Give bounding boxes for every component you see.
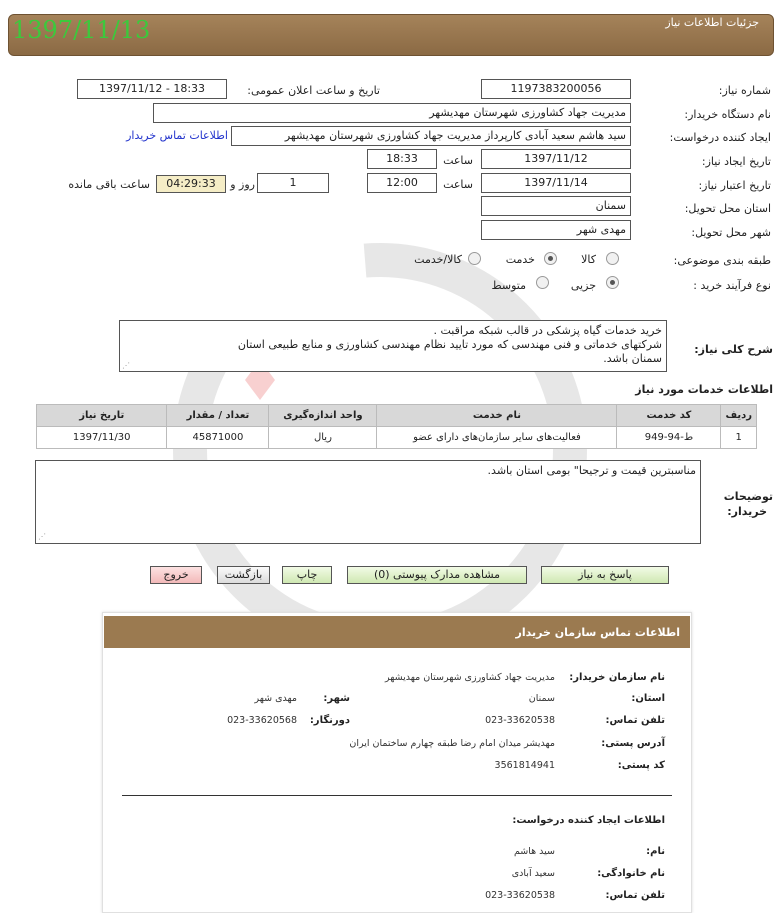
process-minor-label: جزیی: [570, 279, 596, 292]
col-code: کد خدمت: [617, 405, 721, 427]
need-number-field[interactable]: 1197383200056: [481, 79, 631, 99]
print-button[interactable]: چاپ: [282, 566, 332, 584]
attachments-button[interactable]: مشاهده مدارک پیوستی (0): [347, 566, 527, 584]
valid-time-label: ساعت: [443, 178, 473, 191]
col-unit: واحد اندازه‌گیری: [269, 405, 377, 427]
created-date-field[interactable]: 1397/11/12: [481, 149, 631, 169]
contact-fax-value: 023-33620568: [227, 715, 297, 726]
category-service-label: خدمت: [505, 253, 535, 266]
summary-textarea[interactable]: [119, 320, 667, 372]
cell-code: ط-94-949: [617, 427, 721, 449]
exit-button[interactable]: خروج: [150, 566, 202, 584]
contact-org-value: مدیریت جهاد کشاورزی شهرستان مهدیشهر: [385, 672, 555, 683]
contact-divider: [122, 795, 672, 796]
creator-family-value: سعید آبادی: [511, 868, 555, 879]
contact-buyer-link[interactable]: اطلاعات تماس خریدار: [126, 129, 228, 142]
city-label: شهر محل تحویل:: [691, 226, 771, 239]
notes-textarea[interactable]: [35, 460, 701, 544]
process-medium-label: متوسط: [491, 279, 526, 292]
contact-header: [104, 616, 690, 648]
watermark-logo: [160, 230, 600, 670]
contact-org-label: نام سازمان خریدار:: [569, 672, 665, 683]
creator-family-label: نام خانوادگی:: [597, 868, 665, 879]
cell-name: فعالیت‌های سایر سازمان‌های دارای عضو: [377, 427, 617, 449]
notes-label-line2: خریدار:: [727, 505, 767, 518]
created-date-label: تاریخ ایجاد نیاز:: [701, 155, 771, 168]
process-label: نوع فرآیند خرید :: [693, 279, 771, 292]
category-goods-label: کالا: [581, 253, 596, 266]
buyer-org-label: نام دستگاه خریدار:: [684, 108, 771, 121]
category-radio-goods-service[interactable]: [468, 252, 481, 265]
col-date: تاریخ نیاز: [37, 405, 167, 427]
city-field[interactable]: مهدی شهر: [481, 220, 631, 240]
notes-resize-handle[interactable]: ⋰: [38, 532, 46, 541]
category-radio-service[interactable]: [544, 252, 557, 265]
days-label: روز و: [230, 178, 255, 191]
contact-phone-value: 023-33620538: [485, 715, 555, 726]
stamp-date: 1397/11/13: [12, 16, 151, 44]
province-label: استان محل تحویل:: [684, 202, 771, 215]
table-row[interactable]: [37, 427, 757, 449]
valid-date-field[interactable]: 1397/11/14: [481, 173, 631, 193]
cell-unit: ریال: [269, 427, 377, 449]
contact-city-label: شهر:: [323, 693, 350, 704]
services-title: اطلاعات خدمات مورد نیاز: [635, 383, 773, 396]
summary-line-3: سمنان باشد.: [603, 352, 662, 365]
col-qty: تعداد / مقدار: [167, 405, 269, 427]
remaining-label: ساعت باقی مانده: [68, 178, 150, 191]
creator-phone-label: تلفن تماس:: [605, 890, 665, 901]
summary-line-2: شرکتهای خدماتی و فنی مهندسی که مورد تایید نظام مهندسی کشاورزی و منابع طبیعی استان: [237, 338, 662, 351]
col-name: نام خدمت: [377, 405, 617, 427]
contact-postal-label: کد پستی:: [617, 760, 665, 771]
contact-address-value: مهدیشر میدان امام رضا طبقه چهارم ساختمان ایران: [349, 738, 555, 749]
page-title: جزئیات اطلاعات نیاز: [665, 16, 759, 29]
creator-info-title: اطلاعات ایجاد کننده درخواست:: [512, 815, 665, 826]
back-button[interactable]: بازگشت: [217, 566, 270, 584]
creator-name-value: سید هاشم: [513, 846, 555, 857]
cell-date: 1397/11/30: [37, 427, 167, 449]
announce-label: تاریخ و ساعت اعلان عمومی:: [247, 84, 380, 97]
category-label: طبقه بندی موضوعی:: [673, 254, 771, 267]
col-row: ردیف: [721, 405, 757, 427]
summary-line-1: خرید خدمات گیاه پزشکی در قالب شبکه مراقبت .: [433, 324, 662, 337]
announce-field[interactable]: 1397/11/12 - 18:33: [77, 79, 227, 99]
created-time-field[interactable]: 18:33: [367, 149, 437, 169]
creator-name-label: نام:: [646, 846, 665, 857]
remaining-time-field: 04:29:33: [156, 175, 226, 193]
summary-resize-handle[interactable]: ⋰: [122, 361, 130, 370]
creator-phone-value: 023-33620538: [485, 890, 555, 901]
process-radio-medium[interactable]: [536, 276, 549, 289]
cell-qty: 45871000: [167, 427, 269, 449]
services-table: [36, 404, 757, 449]
process-radio-minor[interactable]: [606, 276, 619, 289]
notes-text: مناسبترین قیمت و ترجیحا" بومی استان باشد.: [487, 464, 696, 477]
cell-row: 1: [721, 427, 757, 449]
contact-province-value: سمنان: [528, 693, 555, 704]
created-time-label: ساعت: [443, 154, 473, 167]
creator-field[interactable]: سید هاشم سعید آبادی کارپرداز مدیریت جهاد کشاورزی شهرستان مهدیشهر: [231, 126, 631, 146]
notes-label-line1: توضیحات: [723, 490, 773, 503]
contact-province-label: استان:: [631, 693, 665, 704]
valid-date-label: تاریخ اعتبار نیاز:: [698, 179, 771, 192]
need-number-label: شماره نیاز:: [718, 84, 771, 97]
contact-fax-label: دورنگار:: [309, 715, 350, 726]
reply-button[interactable]: پاسخ به نیاز: [541, 566, 669, 584]
category-goods-service-label: کالا/خدمت: [414, 253, 462, 266]
contact-address-label: آدرس پستی:: [601, 738, 665, 749]
contact-city-value: مهدی شهر: [254, 693, 297, 704]
valid-time-field[interactable]: 12:00: [367, 173, 437, 193]
contact-title: اطلاعات تماس سازمان خریدار: [515, 626, 680, 639]
province-field[interactable]: سمنان: [481, 196, 631, 216]
contact-postal-value: 3561814941: [494, 760, 555, 771]
category-radio-goods[interactable]: [606, 252, 619, 265]
days-field[interactable]: 1: [257, 173, 329, 193]
creator-label: ایجاد کننده درخواست:: [669, 131, 771, 144]
summary-label: شرح کلی نیاز:: [694, 343, 773, 356]
buyer-org-field[interactable]: مدیریت جهاد کشاورزی شهرستان مهدیشهر: [153, 103, 631, 123]
contact-phone-label: تلفن تماس:: [605, 715, 665, 726]
